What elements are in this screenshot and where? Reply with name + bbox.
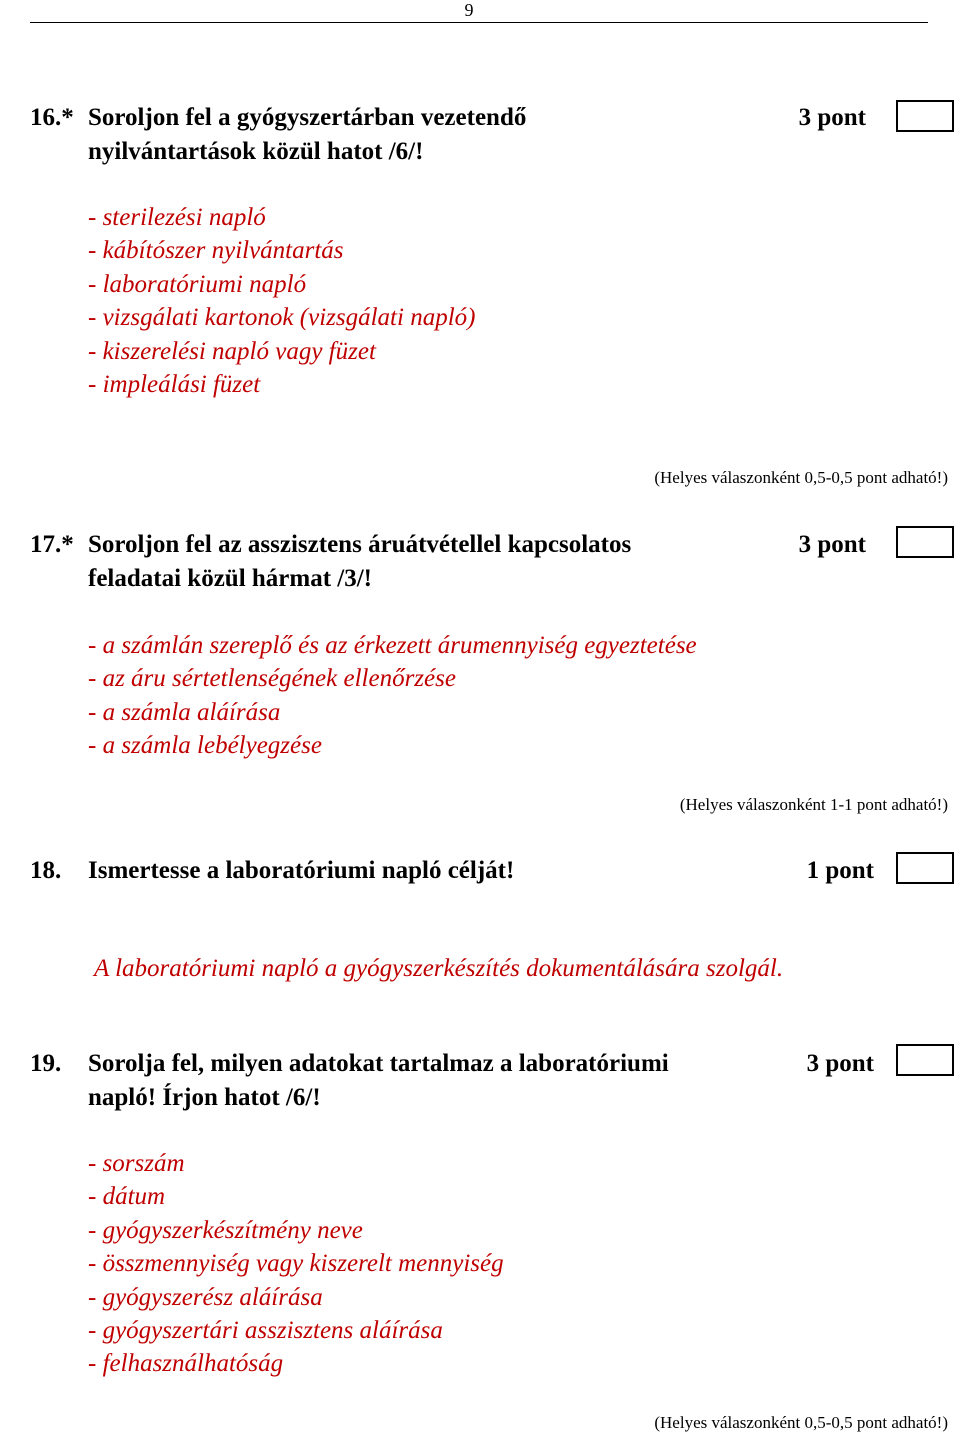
question-16-points: 3 pont	[798, 104, 866, 131]
question-16-line-2: nyilvántartások közül hatot /6/!	[88, 138, 424, 165]
answer-item: - sorszám	[88, 1150, 185, 1177]
question-19-score-box[interactable]	[896, 1044, 954, 1076]
question-18-points: 1 pont	[806, 857, 874, 884]
question-19-points: 3 pont	[806, 1050, 874, 1077]
question-18-line-1: Ismertesse a laboratóriumi napló célját!	[88, 857, 515, 884]
question-17-number: 17.*	[30, 531, 74, 558]
question-17-line-1: Soroljon fel az asszisztens áruátvétellel kapcsolatos	[88, 531, 632, 558]
question-16-line-1: Soroljon fel a gyógyszertárban vezetendő	[88, 104, 527, 131]
answer-item: - gyógyszertári asszisztens aláírása	[88, 1316, 443, 1344]
answer-item: - az áru sértetlenségének ellenőrzése	[88, 665, 456, 693]
question-19-line-1: Sorolja fel, milyen adatokat tartalmaz a laboratóriumi	[88, 1050, 669, 1077]
answer-item: - gyógyszerész aláírása	[88, 1283, 323, 1311]
answer-item: - összmennyiség vagy kiszerelt mennyiség	[88, 1250, 504, 1278]
answer-item: - gyógyszerkészítmény neve	[88, 1216, 363, 1244]
answer-item: - kábítószer nyilvántartás	[88, 237, 344, 265]
question-19-line-2: napló! Írjon hatot /6/!	[88, 1084, 321, 1111]
answer-item: - a számla aláírása	[88, 698, 281, 726]
answer-item: - impleálási füzet	[88, 370, 261, 398]
question-16-number: 16.*	[30, 104, 74, 131]
question-19-answer-list	[88, 1147, 504, 1381]
page-number: 9	[464, 0, 474, 20]
question-17-answer-list	[88, 629, 697, 763]
answer-item: - kiszerelési napló vagy füzet	[88, 337, 376, 365]
answer-item: - a számlán szereplő és az érkezett árumennyiség egyeztetése	[88, 632, 697, 659]
answer-item: - felhasználhatóság	[88, 1350, 284, 1378]
question-19-number: 19.	[30, 1050, 62, 1077]
question-19-scoring-note: (Helyes válaszonként 0,5-0,5 pont adható!)	[654, 1413, 948, 1432]
question-16-answer-list	[88, 201, 475, 401]
question-18-score-box[interactable]	[896, 852, 954, 884]
question-17-points: 3 pont	[798, 531, 866, 558]
answer-item: - dátum	[88, 1183, 166, 1211]
question-17-line-2: feladatai közül hármat /3/!	[88, 565, 373, 592]
question-16-score-box[interactable]	[896, 100, 954, 132]
question-16-scoring-note: (Helyes válaszonként 0,5-0,5 pont adható!)	[654, 468, 948, 487]
question-18-answer: A laboratóriumi napló a gyógyszerkészítés dokumentálására szolgál.	[94, 955, 784, 982]
answer-item: - sterilezési napló	[88, 204, 266, 231]
answer-item: - a számla lebélyegzése	[88, 732, 322, 760]
answer-item: - vizsgálati kartonok (vizsgálati napló)	[88, 304, 476, 332]
question-18-number: 18.	[30, 857, 62, 884]
question-17-scoring-note: (Helyes válaszonként 1-1 pont adható!)	[679, 795, 948, 814]
answer-item: - laboratóriumi napló	[88, 270, 307, 298]
header-rule	[30, 22, 928, 23]
question-17-score-box[interactable]	[896, 526, 954, 558]
